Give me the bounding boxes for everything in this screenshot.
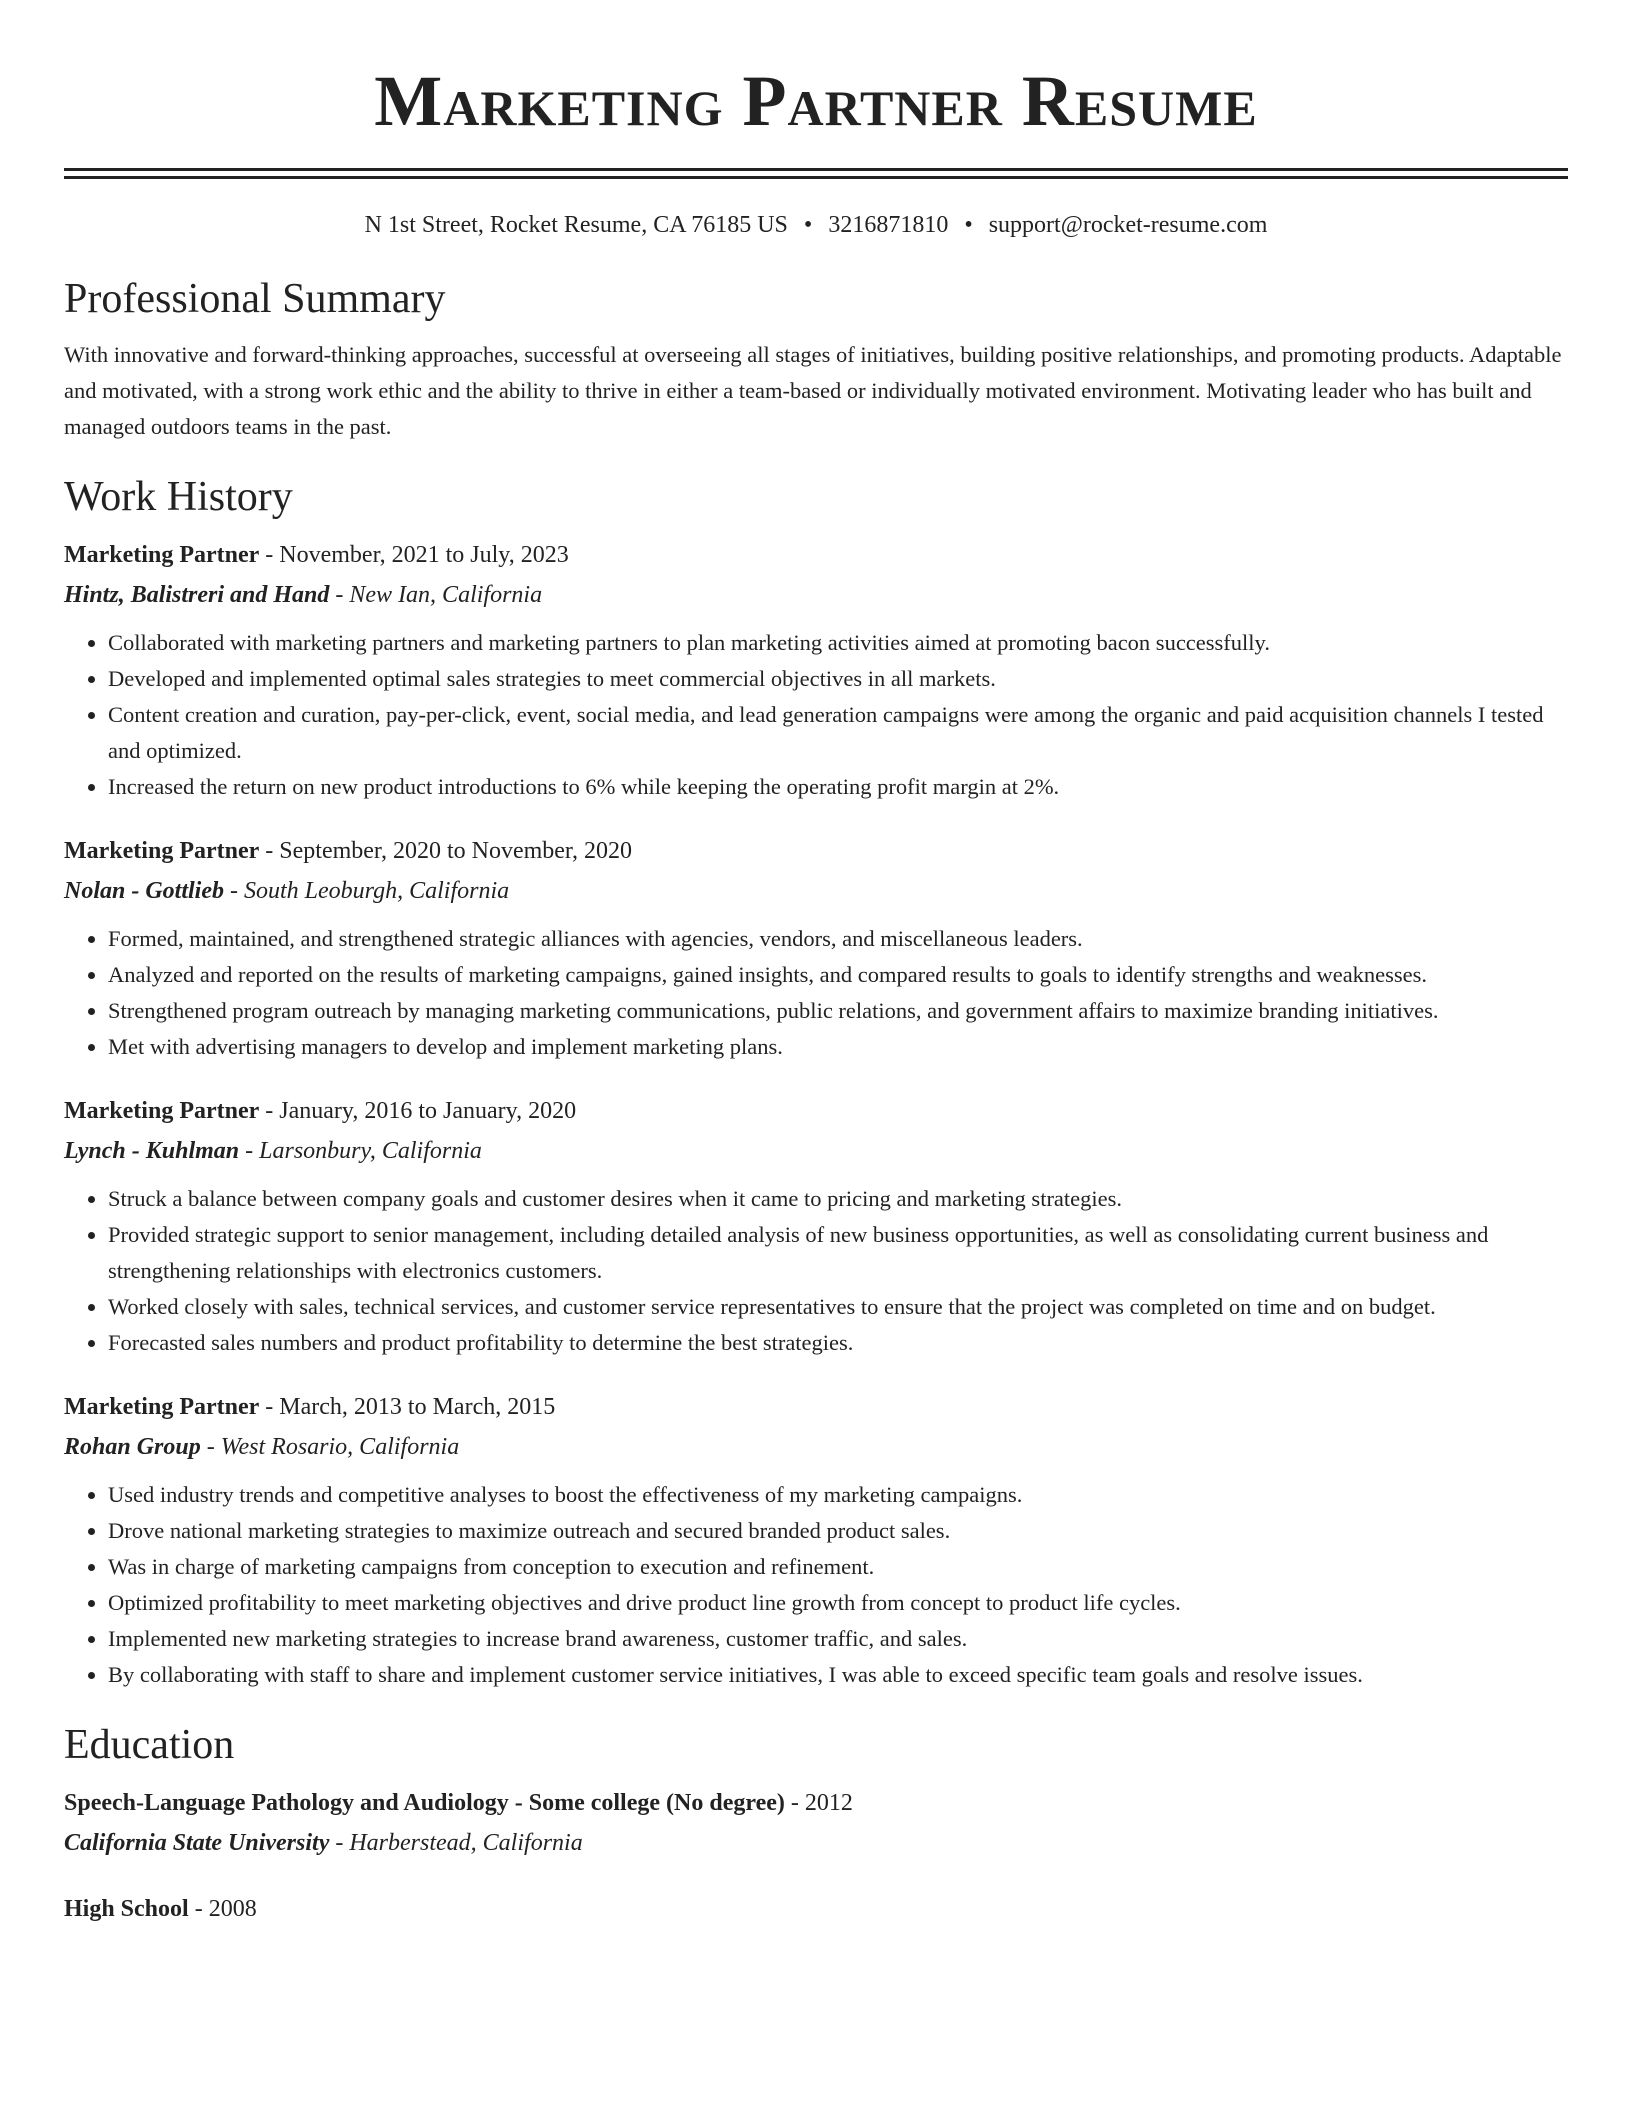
job-bullet: • Implemented new marketing strategies to increase brand awareness, customer traffic, and sales. [108, 1621, 1568, 1657]
job-entry [64, 831, 1568, 1065]
job-bullet: • Analyzed and reported on the results of marketing campaigns, gained insights, and compared results to goals to identify strengths and weaknesses. [108, 957, 1568, 993]
job-bullet: • Used industry trends and competitive analyses to boost the effectiveness of my marketing campaigns. [108, 1477, 1568, 1513]
job-bullet: • Forecasted sales numbers and product profitability to determine the best strategies. [108, 1325, 1568, 1361]
job-dates: - January, 2016 to January, 2020 [259, 1098, 577, 1124]
job-title-line [64, 535, 1568, 575]
company-line [64, 871, 1568, 911]
job-title: Marketing Partner [64, 838, 260, 864]
degree-year: - 2008 [188, 1896, 257, 1922]
company-location: - New Ian, California [329, 582, 543, 608]
resume-title: Marketing Partner Resume [374, 61, 1258, 141]
job-bullets [64, 921, 1568, 1065]
degree-name: Speech-Language Pathology and Audiology - Some college (No degree) [64, 1790, 785, 1816]
job-dates: - March, 2013 to March, 2015 [259, 1394, 556, 1420]
education-entry [64, 1889, 1568, 1929]
job-bullets [64, 1181, 1568, 1361]
education-heading: Education [64, 1722, 235, 1768]
job-bullet: • Content creation and curation, pay-per-click, event, social media, and lead generation campaigns were among the organic and paid acquisition channels I tested and optimized. [108, 697, 1568, 769]
title-double-rule [64, 168, 1568, 179]
contact-separator: • [964, 212, 973, 238]
school-location: - Harberstead, California [329, 1830, 583, 1856]
job-dates: - September, 2020 to November, 2020 [259, 838, 632, 864]
job-bullets [64, 1477, 1568, 1693]
job-bullet: • Developed and implemented optimal sales strategies to meet commercial objectives in all markets. [108, 661, 1568, 697]
job-title-line [64, 1387, 1568, 1427]
job-bullet: • Increased the return on new product introductions to 6% while keeping the operating profit margin at 2%. [108, 769, 1568, 805]
job-bullet: • Collaborated with marketing partners and marketing partners to plan marketing activities aimed at promoting bacon successfully. [108, 625, 1568, 661]
job-bullet: • Was in charge of marketing campaigns from conception to execution and refinement. [108, 1549, 1568, 1585]
degree-year: - 2012 [784, 1790, 853, 1816]
contact-email: support@rocket-resume.com [988, 212, 1268, 238]
company-line [64, 1131, 1568, 1171]
job-entry [64, 1387, 1568, 1693]
work-history-heading: Work History [64, 474, 293, 520]
company-location: - West Rosario, California [200, 1434, 460, 1460]
job-title: Marketing Partner [64, 1394, 260, 1420]
company-name: Nolan - Gottlieb [64, 878, 224, 904]
summary-text: With innovative and forward-thinking approaches, successful at overseeing all stages of initiatives, building positive relationships, and promoting products. Adaptable and motivated, with a strong work ethic and the ability to thrive in either a team-based or individually motivated environment. Motivating leader who has built and managed outdoors teams in the past. [64, 342, 1562, 439]
degree-line [64, 1783, 1568, 1823]
company-name: Lynch - Kuhlman [64, 1138, 240, 1164]
company-name: Rohan Group [64, 1434, 201, 1460]
job-bullet: • Drove national marketing strategies to maximize outreach and secured branded product sales. [108, 1513, 1568, 1549]
job-dates: - November, 2021 to July, 2023 [259, 542, 569, 568]
degree-line [64, 1889, 1568, 1929]
job-bullet: • Optimized profitability to meet marketing objectives and drive product line growth from concept to product life cycles. [108, 1585, 1568, 1621]
job-bullet: • Provided strategic support to senior management, including detailed analysis of new business opportunities, as well as consolidating current business and strengthening relationships with electronics customers. [108, 1217, 1568, 1289]
job-title: Marketing Partner [64, 542, 260, 568]
job-title: Marketing Partner [64, 1098, 260, 1124]
job-title-line [64, 831, 1568, 871]
contact-address: N 1st Street, Rocket Resume, CA 76185 US [364, 212, 788, 238]
summary-heading: Professional Summary [64, 276, 446, 322]
job-bullet: • Strengthened program outreach by managing marketing communications, public relations, and government affairs to maximize branding initiatives. [108, 993, 1568, 1029]
company-line [64, 575, 1568, 615]
contact-line [64, 209, 1568, 241]
job-title-line [64, 1091, 1568, 1131]
job-entry [64, 535, 1568, 805]
company-line [64, 1427, 1568, 1467]
company-location: - South Leoburgh, California [224, 878, 510, 904]
job-entry [64, 1091, 1568, 1361]
company-location: - Larsonbury, California [239, 1138, 482, 1164]
school-name: California State University [64, 1830, 330, 1856]
job-bullet: • Worked closely with sales, technical services, and customer service representatives to ensure that the project was completed on time and on budget. [108, 1289, 1568, 1325]
job-bullet: • Formed, maintained, and strengthened strategic alliances with agencies, vendors, and miscellaneous leaders. [108, 921, 1568, 957]
job-bullet: • Met with advertising managers to develop and implement marketing plans. [108, 1029, 1568, 1065]
contact-separator: • [803, 212, 813, 238]
education-entry [64, 1783, 1568, 1863]
degree-name: High School [64, 1896, 189, 1922]
company-name: Hintz, Balistreri and Hand [64, 582, 330, 608]
contact-phone: 3216871810 [828, 212, 949, 238]
job-bullet: • Struck a balance between company goals and customer desires when it came to pricing and marketing strategies. [108, 1181, 1568, 1217]
job-bullet: • By collaborating with staff to share and implement customer service initiatives, I was able to exceed specific team goals and resolve issues. [108, 1657, 1568, 1693]
job-bullets [64, 625, 1568, 805]
school-line [64, 1823, 1568, 1863]
